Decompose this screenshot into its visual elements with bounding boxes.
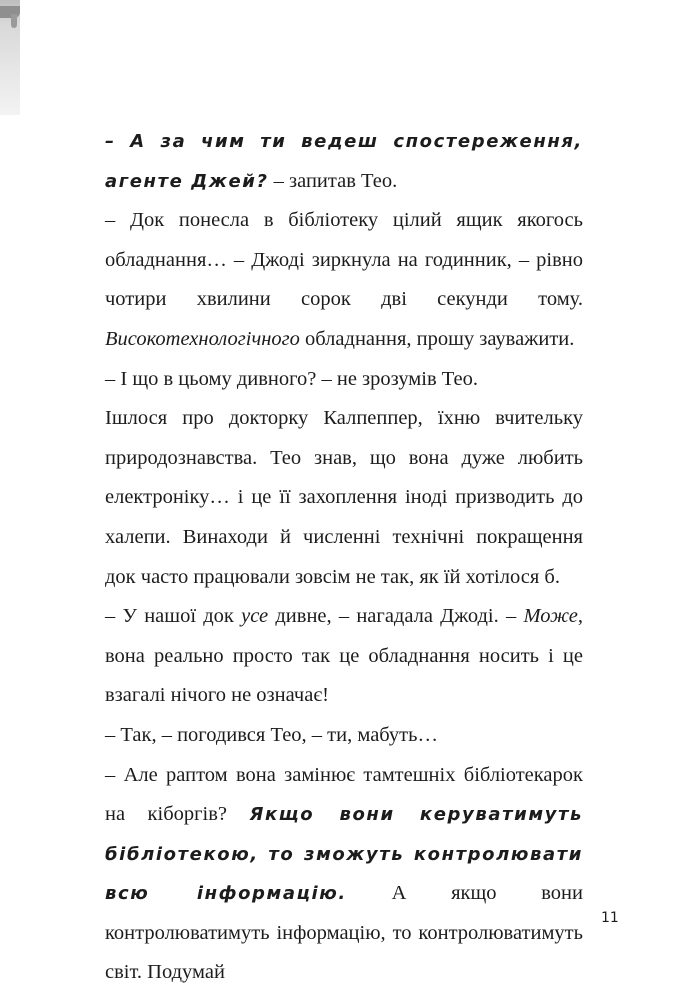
paragraph-6 (105, 716, 583, 756)
text-segment: – Так, – погодився Тео, – ти, мабуть… (105, 723, 438, 746)
text-segment: – У нашої док (105, 605, 242, 628)
text-segment: – Док понесла в бібліотеку цілий ящик якогось обладнання… – Джоді зиркнула на годинник, – рівно чотири хвилини сорок дві секунди тому. (105, 209, 583, 311)
italic-text: Може (523, 605, 578, 628)
corner-illustration-icon (0, 0, 20, 115)
handwritten-text: – А за чим ти ведеш спостереження, агенте Джей? (105, 131, 583, 192)
ink-drip-icon (11, 14, 17, 28)
text-segment: дивне, – нагадала Джоді. – (268, 605, 524, 628)
page-number: 11 (601, 910, 619, 926)
paragraph-7 (105, 756, 583, 994)
text-segment: Ішлося про докторку Калпеппер, їхню вчительку природознавства. Тео знав, що вона дуже любить електроніку… і це її захоплення іноді призводить до халепи. Винаходи й численні технічні покращення док часто працювали зовсім не так, як їй хотілося б. (105, 407, 583, 588)
paragraph-4 (105, 399, 583, 597)
handwritten-text: Якщо вони керуватимуть бібліотекою, то зможуть контролювати всю інформацію. (105, 804, 583, 905)
italic-text: усе (241, 605, 269, 628)
paragraph-2 (105, 201, 583, 359)
paragraph-1 (105, 122, 583, 201)
page-body (105, 122, 583, 993)
text-segment: обладнання, прошу зауважити. (299, 327, 575, 350)
ink-blob-icon (0, 6, 20, 18)
text-segment: , вона реально просто так це обладнання носить і це взагалі нічого не означає! (105, 605, 583, 707)
paragraph-5 (105, 597, 583, 716)
text-segment: А якщо вони контролюватимуть інформацію, то контролюватимуть світ. Подумай (105, 882, 583, 984)
text-segment: – І що в цьому дивного? – не зрозумів Тео. (105, 367, 478, 390)
text-segment: – Але раптом вона замінює тамтешніх бібліотекарок на кіборгів? (105, 763, 583, 826)
paragraph-3 (105, 360, 583, 400)
text-segment: – запитав Тео. (268, 169, 398, 192)
italic-text: Високотехнологічного (105, 327, 300, 350)
